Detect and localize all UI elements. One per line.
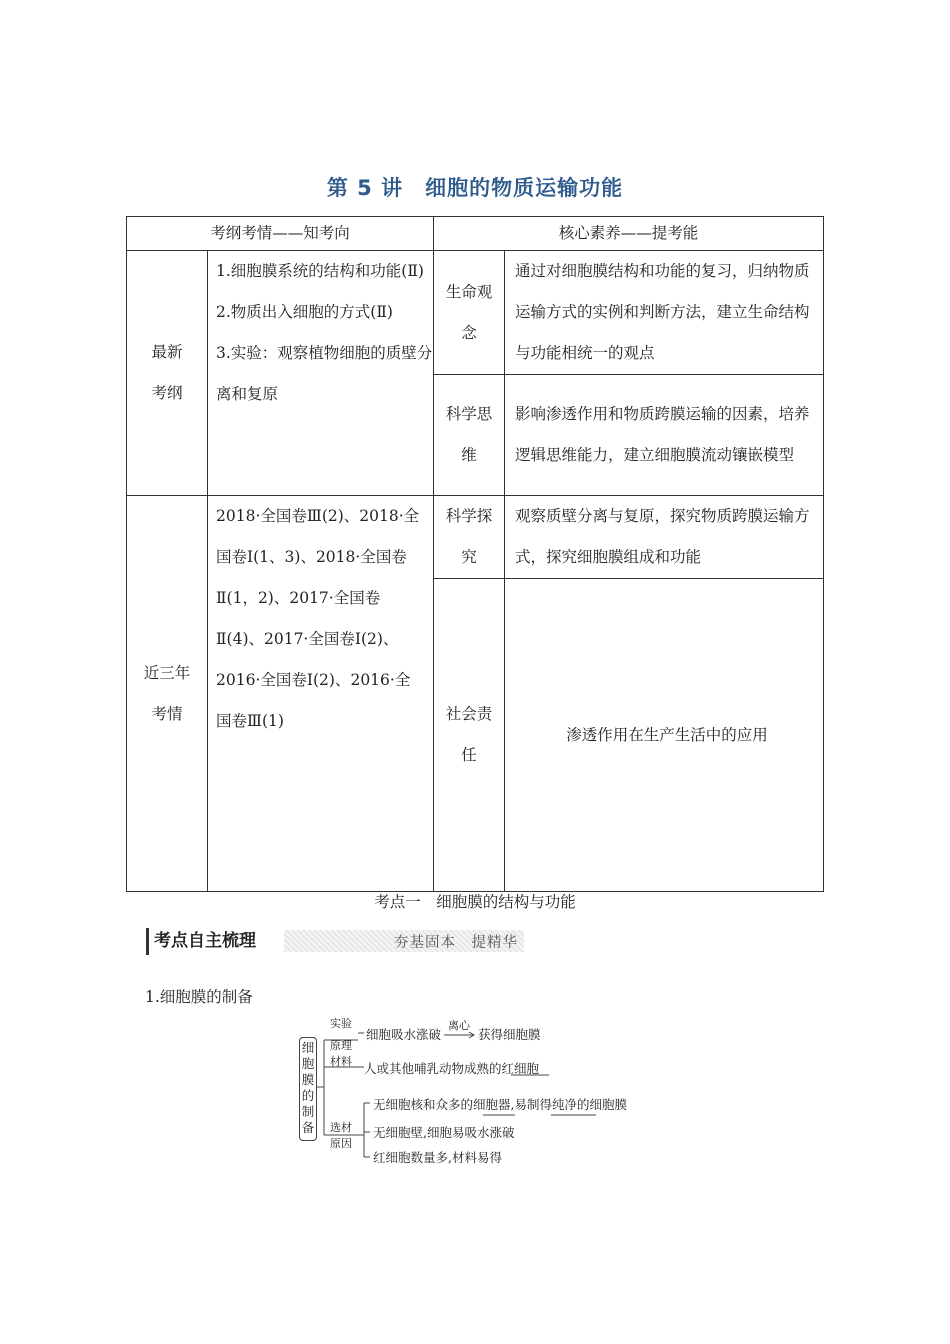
label-principle: 原理 — [330, 1039, 352, 1052]
page-title: 第 5 讲 细胞的物质运输功能 — [326, 176, 624, 200]
label-experiment: 实验 — [330, 1017, 352, 1030]
membrane-prep-diagram — [296, 1015, 656, 1175]
section-band — [146, 928, 524, 955]
section-heading: 1.细胞膜的制备 — [145, 988, 253, 1006]
band-slogan: 夯基固本 提精华 — [394, 935, 518, 951]
label-reason-2: 原因 — [330, 1137, 352, 1150]
label-material: 材料 — [330, 1055, 352, 1068]
diagram-vertical-title: 细胞膜的制备 — [299, 1037, 317, 1141]
literacy-desc: 观察质壁分离与复原，探究物质跨膜运输方式，探究细胞膜组成和功能 — [505, 496, 824, 579]
literacy-desc: 影响渗透作用和物质跨膜运输的因素，培养逻辑思维能力，建立细胞膜流动镶嵌模型 — [505, 375, 824, 496]
arrow-label: 离心 — [448, 1019, 470, 1032]
syllabus-items — [208, 251, 434, 496]
row2-label: 近三年 考情 — [143, 663, 191, 723]
reason-item: 红细胞数量多,材料易得 — [373, 1150, 502, 1165]
row1-label: 最新 考纲 — [151, 343, 183, 402]
band-label: 考点自主梳理 — [146, 928, 256, 955]
header-left: 考纲考情——知考向 — [127, 217, 434, 251]
syllabus-item: 1.细胞膜系统的结构和功能(Ⅱ) — [216, 262, 424, 280]
syllabus-item: 3.实验：观察植物细胞的质壁分离和复原 — [216, 344, 433, 403]
reason-item: 无细胞核和众多的细胞器,易制得纯净的细胞膜 — [373, 1097, 627, 1112]
literacy-name: 社会责任 — [434, 579, 505, 892]
syllabus-item: 2.物质出入细胞的方式(Ⅱ) — [216, 303, 393, 321]
result-text: 获得细胞膜 — [478, 1027, 541, 1042]
literacy-desc: 渗透作用在生产生活中的应用 — [505, 579, 824, 892]
header-right: 核心素养——提考能 — [434, 217, 824, 251]
syllabus-table — [126, 216, 824, 892]
literacy-name: 科学探究 — [434, 496, 505, 579]
row-label-exams — [127, 496, 208, 892]
literacy-desc: 通过对细胞膜结构和功能的复习，归纳物质运输方式的实例和判断方法，建立生命结构与功能相统一的观点 — [505, 251, 824, 375]
principle-text: 细胞吸水涨破 — [366, 1027, 442, 1042]
literacy-name: 生命观念 — [434, 251, 505, 375]
material-text: 人或其他哺乳动物成熟的红细胞 — [364, 1061, 540, 1076]
section-subtitle: 考点一 细胞膜的结构与功能 — [374, 893, 576, 911]
exam-history: 2018·全国卷Ⅲ(2)、2018·全国卷Ⅰ(1、3)、2018·全国卷Ⅱ(1，2)、2017·全国卷Ⅱ(4)、2017·全国卷Ⅰ(2)、2016·全国卷Ⅰ(2)、2016·全国卷Ⅲ(1) — [208, 496, 434, 892]
label-reason-1: 选材 — [330, 1121, 352, 1134]
row-label-syllabus — [127, 251, 208, 496]
reason-item: 无细胞壁,细胞易吸水涨破 — [373, 1125, 515, 1140]
literacy-name: 科学思维 — [434, 375, 505, 496]
